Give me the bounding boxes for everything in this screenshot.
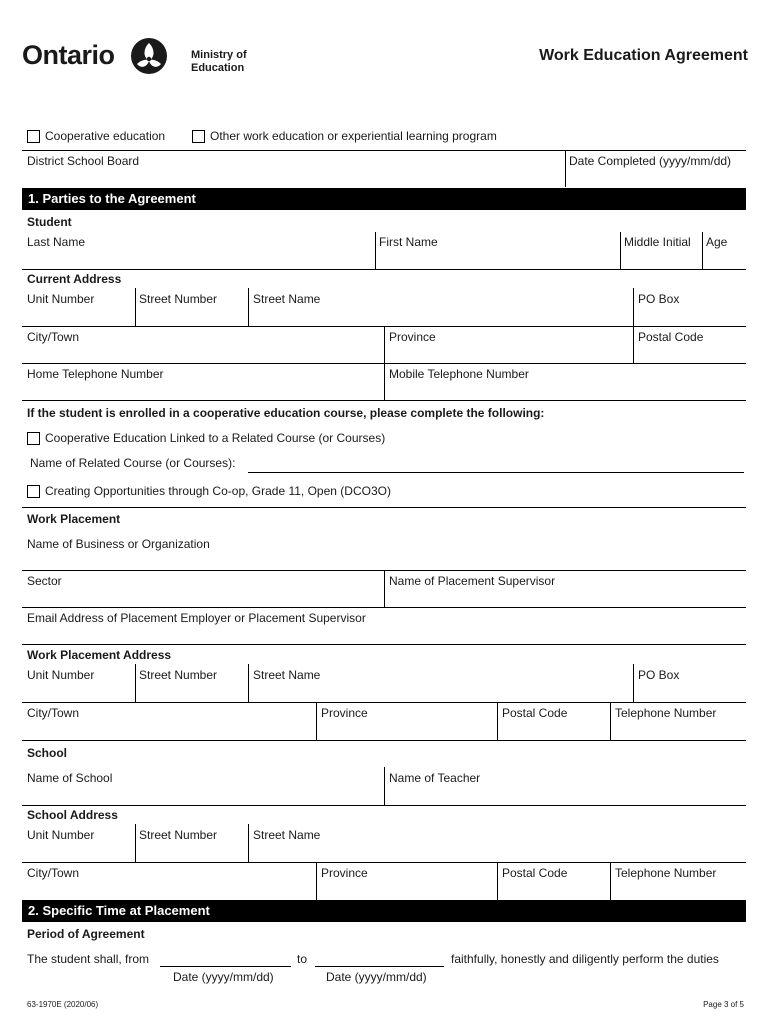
school-street-number-label: Street Number (139, 828, 218, 842)
street-number-field[interactable] (136, 288, 248, 326)
placement-supervisor-field[interactable] (385, 571, 746, 607)
section-1-header: 1. Parties to the Agreement (22, 188, 746, 210)
teacher-name-label: Name of Teacher (389, 771, 481, 785)
wp-unit-number-label: Unit Number (27, 668, 95, 682)
last-name-label: Last Name (27, 235, 86, 249)
trillium-logo-icon (130, 37, 168, 75)
other-program-label: Other work education or experiential learning program (210, 129, 497, 143)
creating-opportunities-checkbox[interactable] (27, 485, 40, 498)
mobile-phone-field[interactable] (385, 364, 746, 400)
form-number: 63-1970E (2020/06) (27, 1000, 99, 1009)
school-street-number-field[interactable] (136, 824, 248, 862)
related-course-field[interactable] (248, 472, 744, 473)
wp-city-field[interactable] (22, 703, 316, 740)
wp-street-name-label: Street Name (253, 668, 321, 682)
creating-opportunities-label: Creating Opportunities through Co-op, Grade 11, Open (DCO3O) (45, 484, 391, 498)
age-label: Age (706, 235, 728, 249)
faithfully-text: faithfully, honestly and diligently perform the duties (451, 952, 719, 966)
related-course-label: Name of Related Course (or Courses): (30, 456, 236, 470)
postal-code-label: Postal Code (638, 330, 704, 344)
province-label: Province (389, 330, 436, 344)
other-program-checkbox[interactable] (192, 130, 205, 143)
postal-code-field[interactable] (634, 327, 746, 363)
wp-street-number-label: Street Number (139, 668, 218, 682)
email-field[interactable] (22, 608, 746, 644)
school-heading: School (27, 746, 68, 760)
school-unit-number-field[interactable] (22, 824, 135, 862)
period-heading: Period of Agreement (27, 927, 145, 941)
first-name-field[interactable] (376, 232, 619, 269)
school-province-label: Province (321, 866, 368, 880)
mobile-phone-label: Mobile Telephone Number (389, 367, 529, 381)
province-field[interactable] (385, 327, 633, 363)
sector-label: Sector (27, 574, 62, 588)
wp-province-field[interactable] (317, 703, 497, 740)
work-placement-heading: Work Placement (27, 512, 121, 526)
po-box-field[interactable] (634, 288, 746, 326)
divider (22, 740, 746, 741)
wp-unit-number-field[interactable] (22, 664, 135, 702)
unit-number-label: Unit Number (27, 292, 95, 306)
home-phone-field[interactable] (22, 364, 384, 400)
wp-postal-code-label: Postal Code (502, 706, 568, 720)
last-name-field[interactable] (22, 232, 375, 269)
divider (22, 644, 746, 645)
divider (22, 507, 746, 508)
coop-education-label: Cooperative education (45, 129, 166, 143)
middle-initial-label: Middle Initial (624, 235, 691, 249)
start-date-field[interactable] (160, 966, 291, 967)
age-field[interactable] (703, 232, 746, 269)
divider (22, 269, 746, 270)
street-name-field[interactable] (249, 288, 633, 326)
school-unit-number-label: Unit Number (27, 828, 95, 842)
placement-supervisor-label: Name of Placement Supervisor (389, 574, 556, 588)
end-date-field[interactable] (315, 966, 444, 967)
date-completed-label: Date Completed (yyyy/mm/dd) (569, 154, 732, 168)
city-field[interactable] (22, 327, 384, 363)
to-text: to (297, 952, 308, 966)
wp-street-number-field[interactable] (136, 664, 248, 702)
school-postal-code-label: Postal Code (502, 866, 568, 880)
school-telephone-label: Telephone Number (615, 866, 717, 880)
end-date-hint: Date (yyyy/mm/dd) (326, 970, 427, 984)
page-number: Page 3 of 5 (703, 1000, 744, 1009)
home-phone-label: Home Telephone Number (27, 367, 164, 381)
email-label: Email Address of Placement Employer or Placement Supervisor (27, 611, 366, 625)
current-address-heading: Current Address (27, 272, 122, 286)
school-city-field[interactable] (22, 863, 316, 900)
linked-course-label: Cooperative Education Linked to a Related Course (or Courses) (45, 431, 386, 445)
city-label: City/Town (27, 330, 80, 344)
first-name-label: First Name (379, 235, 438, 249)
school-postal-code-field[interactable] (498, 863, 610, 900)
student-heading: Student (27, 215, 72, 229)
wp-po-box-label: PO Box (638, 668, 680, 682)
wp-telephone-field[interactable] (611, 703, 746, 740)
section-2-header: 2. Specific Time at Placement (22, 900, 746, 922)
teacher-name-field[interactable] (385, 767, 746, 805)
ministry-line-1: Ministry of (191, 49, 247, 61)
business-name-field[interactable] (22, 532, 746, 570)
school-telephone-field[interactable] (611, 863, 746, 900)
ontario-wordmark: Ontario (22, 40, 115, 70)
ministry-name (191, 49, 247, 75)
sector-field[interactable] (22, 571, 384, 607)
school-name-field[interactable] (22, 767, 384, 805)
po-box-label: PO Box (638, 292, 680, 306)
school-address-heading: School Address (27, 808, 118, 822)
wp-city-label: City/Town (27, 706, 80, 720)
unit-number-field[interactable] (22, 288, 135, 326)
school-city-label: City/Town (27, 866, 80, 880)
wp-postal-code-field[interactable] (498, 703, 610, 740)
district-board-label: District School Board (27, 154, 140, 168)
wp-telephone-label: Telephone Number (615, 706, 717, 720)
date-completed-field[interactable] (566, 151, 746, 187)
street-name-label: Street Name (253, 292, 321, 306)
linked-course-checkbox[interactable] (27, 432, 40, 445)
business-name-label: Name of Business or Organization (27, 537, 210, 551)
school-street-name-field[interactable] (249, 824, 746, 862)
shall-from-text: The student shall, from (27, 952, 150, 966)
wp-province-label: Province (321, 706, 368, 720)
district-board-field[interactable] (22, 151, 565, 187)
school-street-name-label: Street Name (253, 828, 321, 842)
start-date-hint: Date (yyyy/mm/dd) (173, 970, 274, 984)
coop-note: If the student is enrolled in a cooperative education course, please complete the following: (27, 406, 545, 420)
wp-street-name-field[interactable] (249, 664, 633, 702)
ministry-line-2: Education (191, 62, 245, 74)
school-province-field[interactable] (317, 863, 497, 900)
middle-initial-field[interactable] (621, 232, 701, 269)
divider (22, 805, 746, 806)
document-title: Work Education Agreement (539, 47, 748, 64)
street-number-label: Street Number (139, 292, 218, 306)
school-name-label: Name of School (27, 771, 113, 785)
work-placement-address-heading: Work Placement Address (27, 648, 172, 662)
divider (22, 400, 746, 401)
coop-education-checkbox[interactable] (27, 130, 40, 143)
wp-po-box-field[interactable] (634, 664, 746, 702)
